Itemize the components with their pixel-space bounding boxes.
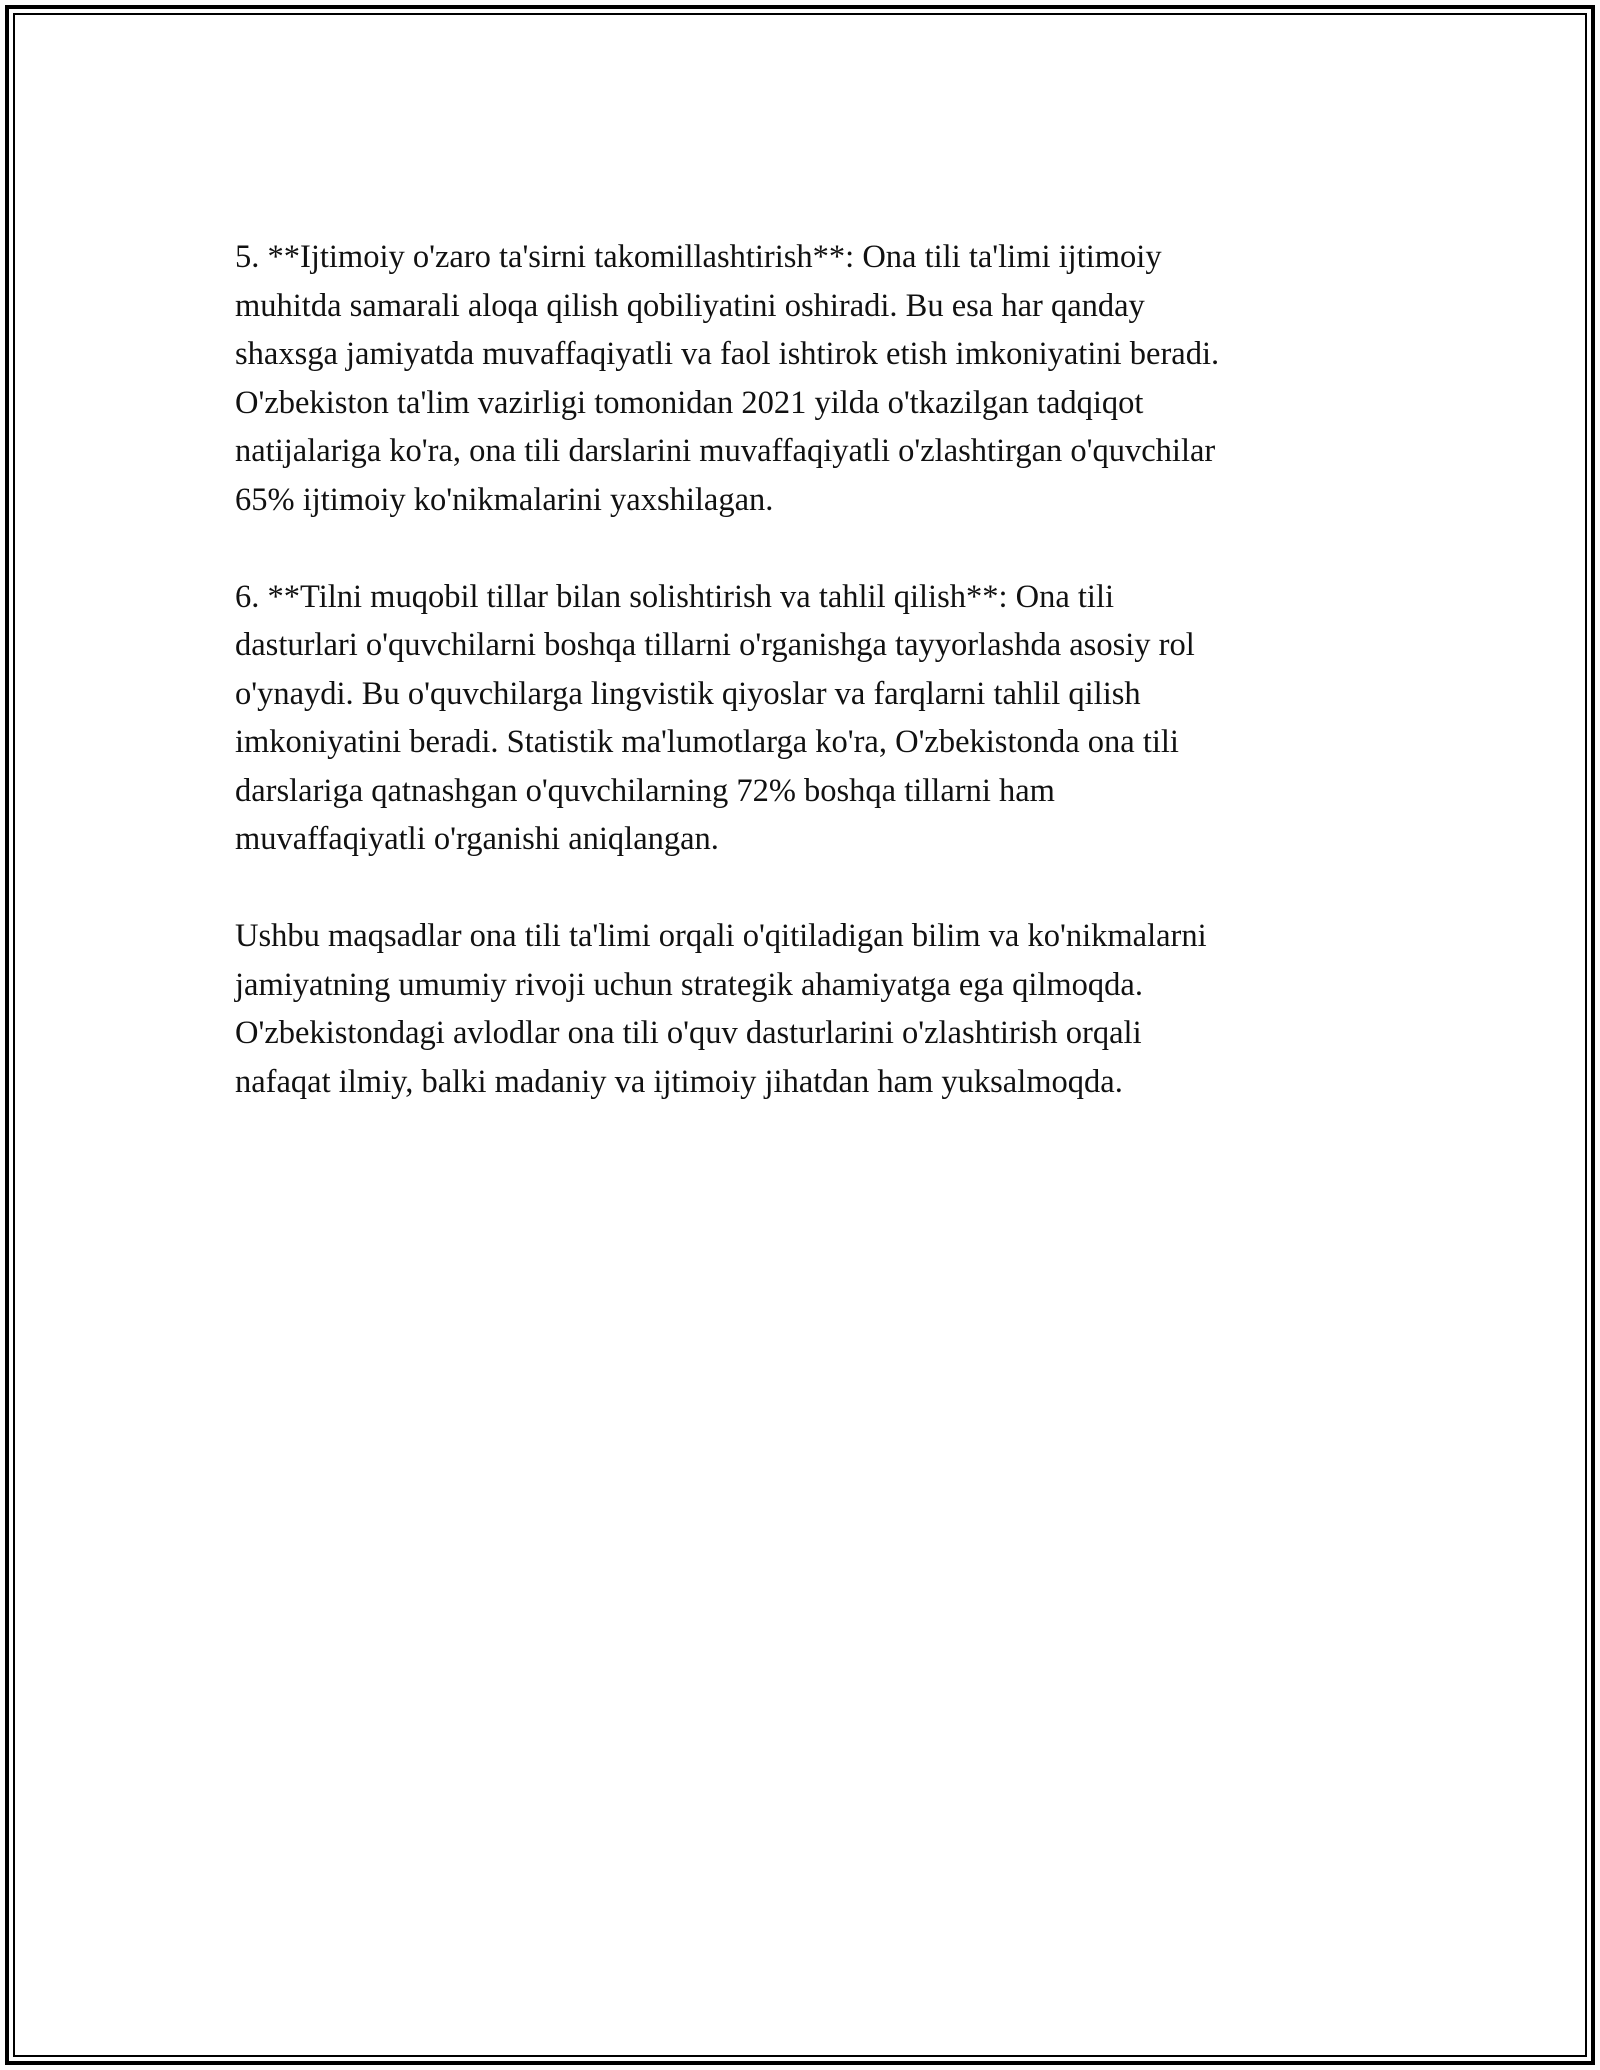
text-line: natijalariga ko'ra, ona tili darslarini muvaffaqiyatli o'zlashtirgan o'quvchilar: [235, 433, 1216, 469]
text-line: shaxsga jamiyatda muvaffaqiyatli va faol ishtirok etish imkoniyatini beradi.: [235, 336, 1220, 372]
text-line: jamiyatning umumiy rivoji uchun strategik ahamiyatga ega qilmoqda.: [235, 966, 1143, 1003]
text-line: dasturlari o'quvchilarni boshqa tillarni o'rganishga tayyorlashda asosiy rol: [235, 627, 1195, 663]
text-line: O'zbekistondagi avlodlar ona tili o'quv dasturlarini o'zlashtirish orqali: [235, 1015, 1142, 1051]
text-line: 6. **Tilni muqobil tillar bilan solishtirish va tahlil qilish**: Ona tili: [235, 578, 1115, 615]
text-line: O'zbekiston ta'lim vazirligi tomonidan 2021 yilda o'tkazilgan tadqiqot: [235, 384, 1144, 421]
text-line: 5. **Ijtimoiy o'zaro ta'sirni takomillashtirish**: Ona tili ta'limi ijtimoiy: [235, 239, 1162, 275]
text-line: o'ynaydi. Bu o'quvchilarga lingvistik qiyoslar va farqlarni tahlil qilish: [235, 675, 1141, 712]
paragraph-language-comparison: [235, 573, 1365, 864]
text-line: 65% ijtimoiy ko'nikmalarini yaxshilagan.: [235, 481, 774, 518]
text-line: imkoniyatini beradi. Statistik ma'lumotlarga ko'ra, O'zbekistonda ona tili: [235, 724, 1179, 760]
text-line: nafaqat ilmiy, balki madaniy va ijtimoiy jihatdan ham yuksalmoqda.: [235, 1063, 1123, 1100]
text-line: Ushbu maqsadlar ona tili ta'limi orqali o'qitiladigan bilim va ko'nikmalarni: [235, 918, 1207, 954]
paragraph-social-interaction: [235, 233, 1365, 524]
text-line: muhitda samarali aloqa qilish qobiliyatini oshiradi. Bu esa har qanday: [235, 287, 1145, 324]
paragraph-conclusion: [235, 912, 1365, 1106]
text-line: darslariga qatnashgan o'quvchilarning 72% boshqa tillarni ham: [235, 772, 1055, 809]
document-body: [235, 233, 1365, 1155]
text-line: muvaffaqiyatli o'rganishi aniqlangan.: [235, 821, 719, 857]
